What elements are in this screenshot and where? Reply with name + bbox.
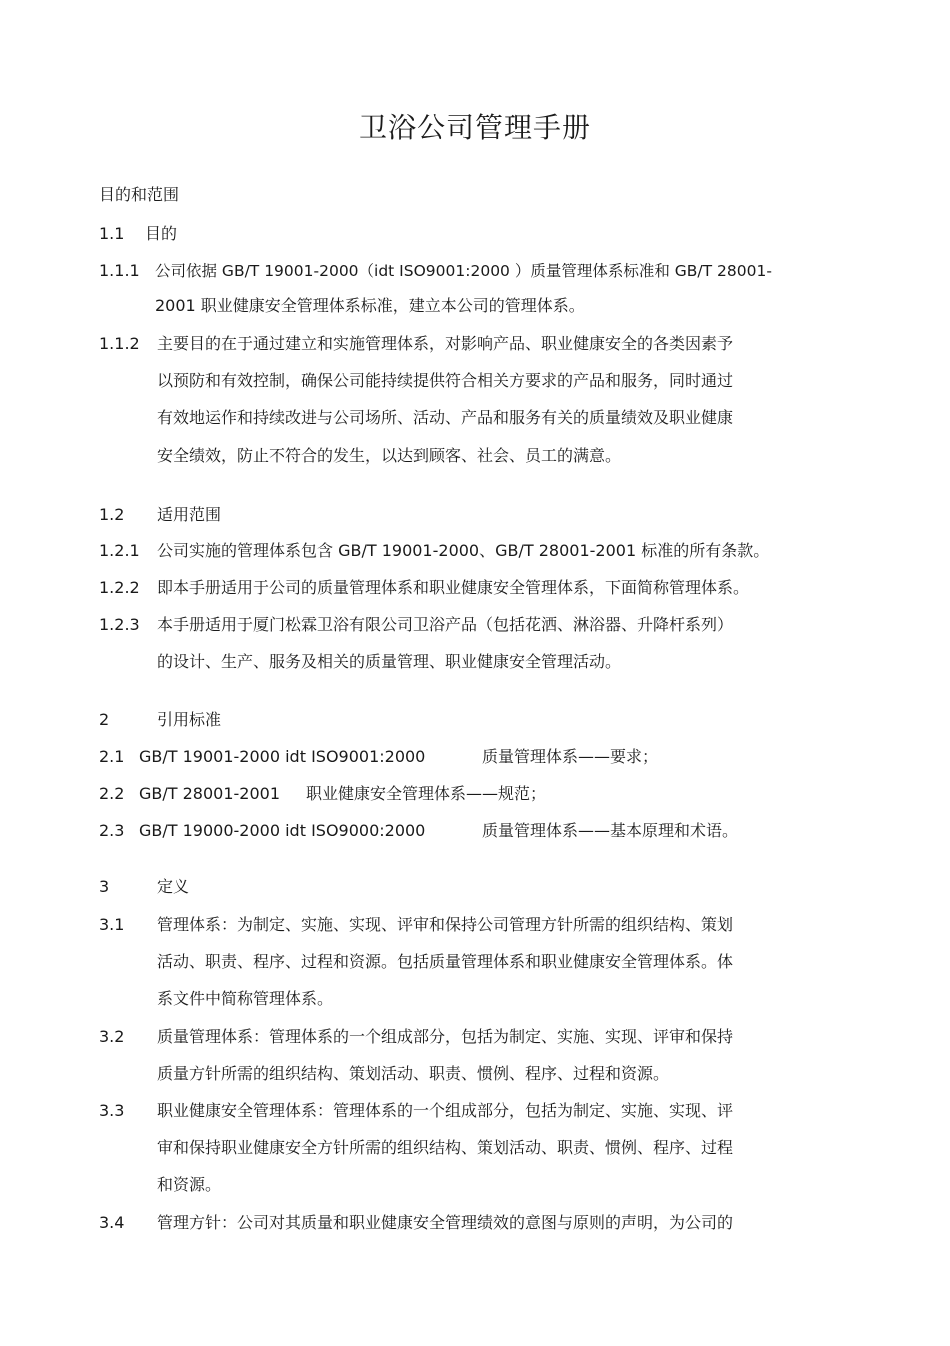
paragraph-line: 活动、职责、程序、过程和资源。包括质量管理体系和职业健康安全管理体系。体 [157,952,734,971]
paragraph-line: 即本手册适用于公司的质量管理体系和职业健康安全管理体系，下面简称管理体系。 [157,578,750,597]
paragraph-line: 系文件中简称管理体系。 [157,989,334,1008]
item-number: 1.2.1 [99,541,140,560]
document-title: 卫浴公司管理手册 [358,111,591,144]
paragraph-line: 主要目的在于通过建立和实施管理体系，对影响产品、职业健康安全的各类因素予 [157,334,734,353]
paragraph-line: 安全绩效，防止不符合的发生，以达到顾客、社会、员工的满意。 [157,446,622,465]
item-heading: 定义 [157,877,190,896]
item-number: 1.1.1 [99,261,140,280]
item-number: 1.1 [99,224,125,243]
standard-title: 质量管理体系——要求； [482,747,659,766]
paragraph-line: 2001 职业健康安全管理体系标准，建立本公司的管理体系。 [155,296,585,315]
paragraph-line: 公司依据 GB/T 19001-2000（idt ISO9001:2000 ）质量管理体系标准和 GB/T 28001- [155,262,772,280]
item-number: 2.2 [99,784,125,803]
section-heading: 目的和范围 [99,185,180,204]
item-number: 3.2 [99,1027,125,1046]
item-number: 1.2 [99,505,125,524]
paragraph-line: 的设计、生产、服务及相关的质量管理、职业健康安全管理活动。 [157,652,622,671]
item-number: 1.2.2 [99,578,140,597]
item-number: 3.4 [99,1213,125,1232]
paragraph-line: 审和保持职业健康安全方针所需的组织结构、策划活动、职责、惯例、程序、过程 [157,1138,734,1157]
item-number: 2.1 [99,747,125,766]
paragraph-line: 质量管理体系：管理体系的一个组成部分，包括为制定、实施、实现、评审和保持 [157,1027,734,1046]
standard-code: GB/T 28001-2001 [139,784,281,803]
item-number: 3 [99,877,110,896]
paragraph-line: 管理体系：为制定、实施、实现、评审和保持公司管理方针所需的组织结构、策划 [157,915,734,934]
item-heading: 目的 [145,224,178,243]
paragraph-line: 有效地运作和持续改进与公司场所、活动、产品和服务有关的质量绩效及职业健康 [157,408,734,427]
paragraph-line: 公司实施的管理体系包含 GB/T 19001-2000、GB/T 28001-2001 标准的所有条款。 [157,541,770,560]
standard-title: 职业健康安全管理体系——规范； [306,784,547,803]
item-number: 2 [99,710,110,729]
item-heading: 适用范围 [157,505,222,524]
standard-title: 质量管理体系——基本原理和术语。 [482,821,739,840]
paragraph-line: 以预防和有效控制，确保公司能持续提供符合相关方要求的产品和服务，同时通过 [157,371,734,390]
standard-code: GB/T 19001-2000 idt ISO9001:2000 [139,747,426,766]
item-number: 3.1 [99,915,125,934]
paragraph-line: 本手册适用于厦门松霖卫浴有限公司卫浴产品（包括花洒、淋浴器、升降杆系列） [157,615,734,634]
item-number: 1.2.3 [99,615,140,634]
item-number: 1.1.2 [99,334,140,353]
paragraph-line: 和资源。 [157,1175,222,1194]
paragraph-line: 管理方针：公司对其质量和职业健康安全管理绩效的意图与原则的声明，为公司的 [157,1213,734,1232]
paragraph-line: 质量方针所需的组织结构、策划活动、职责、惯例、程序、过程和资源。 [157,1064,670,1083]
standard-code: GB/T 19000-2000 idt ISO9000:2000 [139,821,426,840]
item-number: 3.3 [99,1101,125,1120]
item-number: 2.3 [99,821,125,840]
item-heading: 引用标准 [157,710,222,729]
paragraph-line: 职业健康安全管理体系：管理体系的一个组成部分，包括为制定、实施、实现、评 [157,1101,734,1120]
